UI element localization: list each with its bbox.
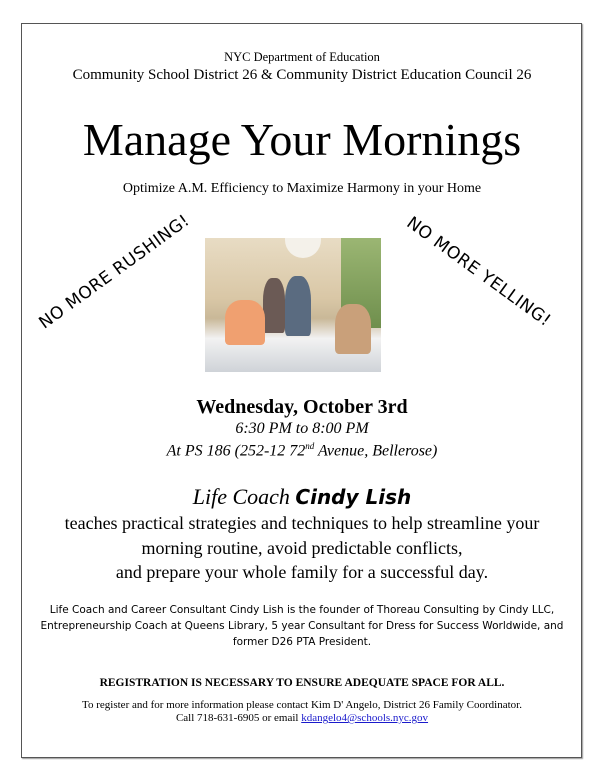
email-link[interactable]: kdangelo4@schools.nyc.gov	[301, 712, 429, 724]
flyer-subtitle: Optimize A.M. Efficiency to Maximize Harmony in your Home	[122, 181, 482, 196]
location-ordinal: nd	[305, 441, 315, 451]
coach-prefix: Life Coach	[192, 484, 296, 509]
event-date: Wednesday, October 3rd	[196, 396, 408, 418]
coach-heading	[0, 484, 604, 510]
location-suffix: Avenue, Bellerose)	[314, 442, 438, 460]
location-prefix: At PS 186 (252-12 72	[166, 442, 306, 460]
slogan-no-more-rushing: NO MORE RUSHING!	[35, 210, 194, 334]
contact-phone: Call 718-631-6905 or email	[175, 712, 302, 724]
flyer-title: Manage Your Mornings	[82, 114, 522, 165]
contact-line-email	[0, 712, 604, 724]
coach-name: Cindy Lish	[295, 485, 412, 509]
bio-line: Life Coach and Career Consultant Cindy Lish is the founder of Thoreau Consulting by Cindy LLC,	[49, 604, 555, 616]
registration-notice: REGISTRATION IS NECESSARY TO ENSURE ADEQUATE SPACE FOR ALL.	[99, 677, 505, 689]
org-name: NYC Department of Education	[224, 50, 380, 64]
slogan-no-more-yelling: NO MORE YELLING!	[402, 212, 555, 332]
district-name: Community School District 26 & Community District Education Council 26	[72, 67, 532, 83]
contact-line: To register and for more information please contact Kim D' Angelo, District 26 Family Coordinator.	[82, 699, 522, 711]
family-kitchen-photo	[205, 238, 381, 372]
bio-line: former D26 PTA President.	[232, 636, 372, 648]
description-line: teaches practical strategies and techniques to help streamline your	[64, 513, 540, 533]
bio-line: Entrepreneurship Coach at Queens Library, 5 year Consultant for Dress for Success Worldwide, and	[40, 620, 564, 632]
description-line: morning routine, avoid predictable conflicts,	[141, 538, 463, 558]
event-location	[0, 441, 604, 460]
event-time: 6:30 PM to 8:00 PM	[235, 420, 369, 437]
description-line: and prepare your whole family for a successful day.	[115, 562, 489, 582]
